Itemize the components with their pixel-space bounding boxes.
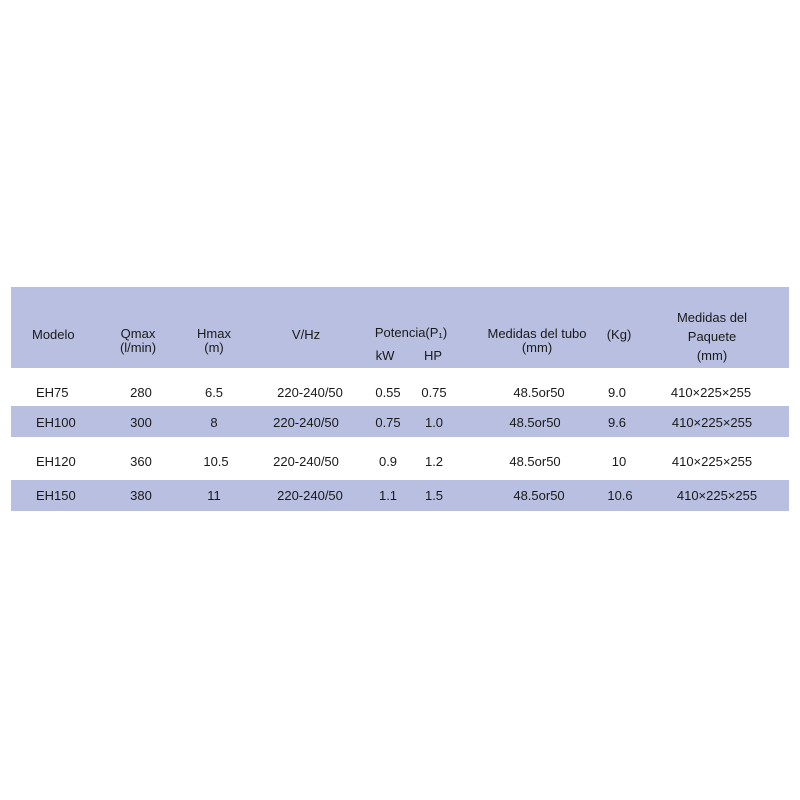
cell-hmax: 10.5 bbox=[203, 454, 229, 469]
cell-vhz: 220-240/50 bbox=[273, 454, 339, 469]
cell-qmax: 360 bbox=[130, 454, 152, 469]
cell-kg: 10.6 bbox=[607, 488, 633, 503]
header-paquete-line2: Paquete bbox=[687, 329, 737, 344]
spec-table bbox=[11, 287, 789, 511]
header-tubo-unit: (mm) bbox=[521, 340, 553, 355]
cell-hp: 1.0 bbox=[424, 415, 444, 430]
cell-modelo: EH150 bbox=[36, 488, 76, 503]
cell-hmax: 8 bbox=[210, 415, 218, 430]
cell-paquete: 410×225×255 bbox=[671, 415, 753, 430]
cell-paquete: 410×225×255 bbox=[670, 385, 752, 400]
cell-kg: 9.0 bbox=[607, 385, 627, 400]
cell-modelo: EH120 bbox=[36, 454, 76, 469]
header-qmax bbox=[120, 327, 156, 355]
cell-qmax: 280 bbox=[130, 385, 152, 400]
cell-tubo: 48.5or50 bbox=[513, 385, 565, 400]
cell-hmax: 6.5 bbox=[204, 385, 224, 400]
header-hmax-label: Hmax bbox=[197, 326, 231, 341]
header-modelo: Modelo bbox=[32, 327, 75, 342]
header-potencia: Potencia(P₁) bbox=[374, 325, 448, 340]
header-hp: HP bbox=[423, 348, 443, 363]
cell-vhz: 220-240/50 bbox=[277, 488, 343, 503]
cell-kg: 10 bbox=[611, 454, 627, 469]
cell-kw: 0.75 bbox=[375, 415, 401, 430]
header-kw: kW bbox=[375, 348, 395, 363]
cell-paquete: 410×225×255 bbox=[676, 488, 758, 503]
cell-hp: 1.5 bbox=[424, 488, 444, 503]
header-hmax bbox=[197, 327, 231, 355]
header-qmax-unit: (l/min) bbox=[119, 340, 157, 355]
cell-qmax: 380 bbox=[130, 488, 152, 503]
header-kg: (Kg) bbox=[606, 327, 632, 342]
cell-hp: 0.75 bbox=[421, 385, 447, 400]
header-tubo bbox=[487, 327, 586, 355]
cell-kw: 0.9 bbox=[378, 454, 398, 469]
cell-modelo: EH75 bbox=[36, 385, 69, 400]
header-vhz: V/Hz bbox=[291, 327, 321, 342]
cell-vhz: 220-240/50 bbox=[273, 415, 339, 430]
header-qmax-label: Qmax bbox=[120, 326, 156, 341]
header-tubo-label: Medidas del tubo bbox=[487, 326, 587, 341]
cell-modelo: EH100 bbox=[36, 415, 76, 430]
cell-tubo: 48.5or50 bbox=[513, 488, 565, 503]
row-band bbox=[11, 480, 789, 511]
header-paquete-line1: Medidas del bbox=[676, 310, 748, 325]
cell-tubo: 48.5or50 bbox=[509, 454, 561, 469]
cell-vhz: 220-240/50 bbox=[277, 385, 343, 400]
cell-hp: 1.2 bbox=[424, 454, 444, 469]
header-paquete-unit: (mm) bbox=[696, 348, 728, 363]
cell-qmax: 300 bbox=[130, 415, 152, 430]
cell-kg: 9.6 bbox=[607, 415, 627, 430]
cell-paquete: 410×225×255 bbox=[671, 454, 753, 469]
cell-tubo: 48.5or50 bbox=[509, 415, 561, 430]
cell-hmax: 11 bbox=[207, 488, 221, 503]
cell-kw: 0.55 bbox=[375, 385, 401, 400]
cell-kw: 1.1 bbox=[378, 488, 398, 503]
header-paquete bbox=[677, 308, 747, 365]
header-hmax-unit: (m) bbox=[204, 340, 224, 355]
